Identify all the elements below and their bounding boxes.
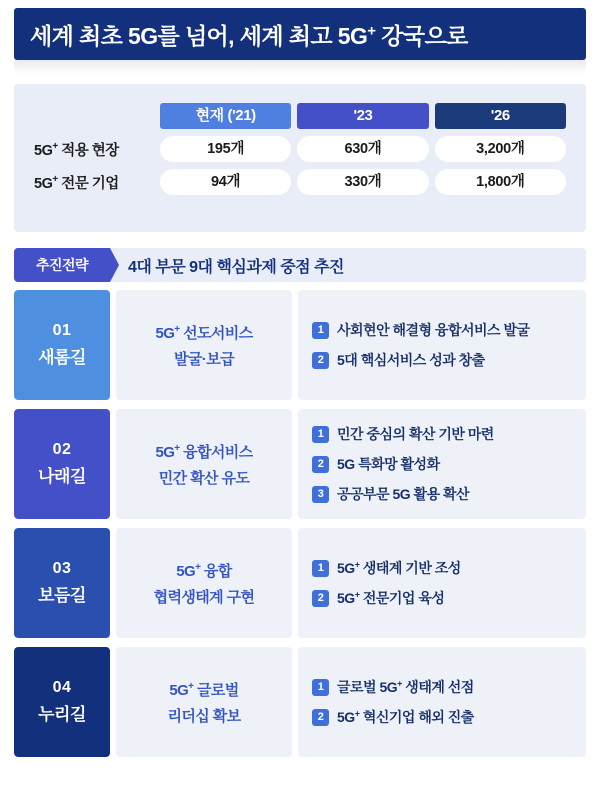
task-label (337, 707, 474, 727)
stats-row-label-main-1: 5G (34, 175, 53, 192)
task-label (337, 677, 474, 697)
list-item (312, 424, 572, 444)
strategy-row (14, 528, 586, 638)
section-tasks-04 (298, 647, 586, 757)
banner-shadow (14, 60, 586, 74)
theme-superscript: + (174, 323, 180, 335)
stats-value-0-1: 630개 (297, 136, 428, 162)
theme-superscript: + (195, 561, 201, 573)
section-theme-01 (116, 290, 292, 400)
stats-value-0-2: 3,200개 (435, 136, 566, 162)
stats-value-1-2: 1,800개 (435, 169, 566, 195)
strategy-row (14, 409, 586, 519)
task-label (337, 350, 485, 370)
stats-row-label-sup-1: + (52, 173, 58, 185)
task-number-badge: 1 (312, 426, 329, 443)
stats-cell (435, 169, 566, 195)
section-name: 보듬길 (38, 586, 86, 605)
task-text-rest: 생태계 기반 조성 (359, 560, 461, 576)
section-theme-02 (116, 409, 292, 519)
stats-panel (14, 84, 586, 232)
stats-header-row (34, 103, 566, 129)
section-theme-line2: 리더십 확보 (167, 707, 241, 725)
theme-superscript: + (174, 442, 180, 454)
stats-header-blank (34, 103, 154, 129)
theme-superscript: + (188, 680, 194, 692)
section-index: 01 (52, 322, 72, 339)
task-text-main: 사회현안 해결형 융합서비스 발굴 (337, 322, 530, 338)
section-number-box-03 (14, 528, 110, 638)
task-text-main: 5G (337, 590, 355, 606)
task-text-main: 5G (337, 709, 355, 725)
theme-rest: 선도서비스 (179, 324, 253, 342)
section-tasks-01 (298, 290, 586, 400)
task-number-badge: 1 (312, 560, 329, 577)
task-number-badge: 2 (312, 709, 329, 726)
stats-header-cell-1 (297, 103, 428, 129)
section-theme-line1 (155, 441, 252, 462)
task-number-badge: 1 (312, 679, 329, 696)
stats-header-cell-0 (160, 103, 291, 129)
list-item (312, 558, 572, 578)
table-row (34, 136, 566, 162)
section-theme-line1 (155, 322, 252, 343)
task-text-superscript: + (354, 708, 360, 719)
section-theme-line1 (169, 679, 238, 700)
title-superscript: + (367, 21, 376, 39)
stats-row-label-1 (34, 169, 154, 195)
task-text-main: 5G 특화망 활성화 (337, 456, 440, 472)
section-theme-04 (116, 647, 292, 757)
section-index: 04 (52, 679, 72, 696)
strategy-rows (14, 290, 586, 766)
page-title (30, 18, 468, 51)
task-text-main: 민간 중심의 확산 기반 마련 (337, 426, 494, 442)
theme-main: 5G (169, 681, 189, 699)
section-tasks-02 (298, 409, 586, 519)
strategy-row (14, 647, 586, 757)
list-item (312, 320, 572, 340)
theme-main: 5G (176, 562, 196, 580)
theme-main: 5G (155, 443, 175, 461)
stats-header-cell-2 (435, 103, 566, 129)
title-banner (14, 8, 586, 60)
section-tasks-03 (298, 528, 586, 638)
strategy-title: 4대 부문 9대 핵심과제 중점 추진 (128, 258, 344, 276)
stats-row-label-rest-1: 전문 기업 (57, 175, 119, 192)
list-item (312, 707, 572, 727)
task-text-rest: 생태계 선점 (401, 679, 474, 695)
list-item (312, 484, 572, 504)
stats-value-0-0: 195개 (160, 136, 291, 162)
theme-rest: 융합 (200, 562, 232, 580)
section-theme-line2: 협력생태계 구현 (153, 588, 255, 606)
stats-row-label-sup-0: + (52, 140, 58, 152)
list-item (312, 350, 572, 370)
theme-rest: 글로벌 (193, 681, 239, 699)
stats-value-1-0: 94개 (160, 169, 291, 195)
section-theme-03 (116, 528, 292, 638)
task-number-badge: 1 (312, 322, 329, 339)
title-text-before: 세계 최초 5G를 넘어, 세계 최고 5G (30, 22, 368, 49)
task-text-main: 글로벌 5G (337, 679, 398, 695)
stats-row-label-rest-0: 적용 현장 (57, 142, 119, 159)
task-label (337, 558, 461, 578)
strategy-tag: 추진전략 (14, 248, 110, 282)
task-label (337, 424, 494, 444)
stats-table (28, 96, 572, 202)
section-number-box-04 (14, 647, 110, 757)
stats-header-label-0: 현재 ('21) (160, 103, 291, 129)
list-item (312, 677, 572, 697)
task-text-main: 5대 핵심서비스 성과 창출 (337, 352, 485, 368)
task-text-superscript: + (397, 678, 402, 689)
stats-row-label-main-0: 5G (34, 142, 53, 159)
stats-cell (160, 169, 291, 195)
task-text-superscript: + (354, 589, 360, 600)
task-label (337, 588, 444, 608)
task-label (337, 454, 440, 474)
task-text-superscript: + (354, 559, 360, 570)
stats-cell (160, 136, 291, 162)
strategy-header (14, 248, 586, 282)
section-index: 03 (52, 560, 72, 577)
task-label (337, 484, 469, 504)
stats-header-label-1: '23 (297, 103, 428, 129)
theme-rest: 융합서비스 (179, 443, 253, 461)
list-item (312, 588, 572, 608)
task-text-main: 5G (337, 560, 355, 576)
task-text-rest: 혁신기업 해외 진출 (359, 709, 474, 725)
stats-cell (297, 136, 428, 162)
task-number-badge: 2 (312, 590, 329, 607)
task-label (337, 320, 530, 340)
stats-header-label-2: '26 (435, 103, 566, 129)
section-name: 나래길 (38, 467, 86, 486)
section-theme-line1 (176, 560, 231, 581)
stats-cell (435, 136, 566, 162)
section-number-box-02 (14, 409, 110, 519)
task-number-badge: 3 (312, 486, 329, 503)
stats-row-label-0 (34, 136, 154, 162)
task-number-badge: 2 (312, 352, 329, 369)
task-text-main: 공공부문 5G 활용 확산 (337, 486, 470, 502)
section-name: 누리길 (38, 705, 86, 724)
title-text-after: 강국으로 (375, 22, 468, 49)
section-number-box-01 (14, 290, 110, 400)
section-name: 새롬길 (38, 348, 86, 367)
section-index: 02 (52, 441, 72, 458)
list-item (312, 454, 572, 474)
stats-cell (297, 169, 428, 195)
section-theme-line2: 민간 확산 유도 (158, 469, 250, 487)
theme-main: 5G (155, 324, 175, 342)
strategy-row (14, 290, 586, 400)
task-number-badge: 2 (312, 456, 329, 473)
section-theme-line2: 발굴·보급 (174, 350, 234, 368)
stats-value-1-1: 330개 (297, 169, 428, 195)
table-row (34, 169, 566, 195)
task-text-rest: 전문기업 육성 (359, 590, 445, 606)
